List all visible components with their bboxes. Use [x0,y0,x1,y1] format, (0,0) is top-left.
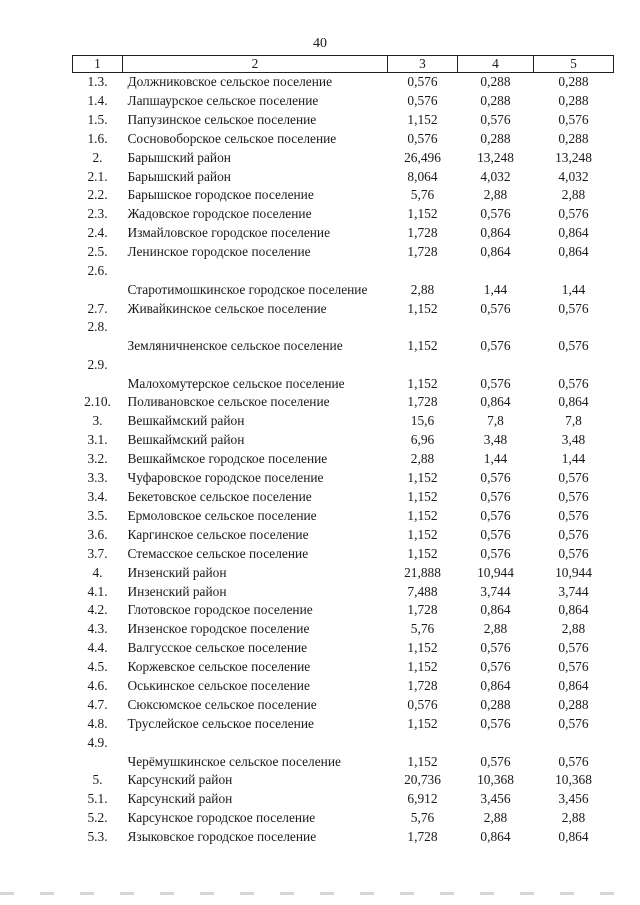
table-row [73,393,614,412]
table-row [73,545,614,564]
table-row [73,149,614,168]
row-number: 1.3. [87,74,108,89]
row-name: Жадовское городское поселение [127,206,312,222]
table-row [73,771,614,790]
row-number: 2.1. [87,168,108,184]
row-value-col3: 1,728 [407,602,438,618]
row-number: 4.1. [87,583,108,599]
row-value-col4: 0,576 [480,640,511,656]
row-number: 1.5. [87,111,108,127]
row-value-col4: 1,44 [483,451,508,467]
row-number: 4.2. [87,602,108,618]
row-value-col5: 0,576 [558,300,589,316]
row-number: 1.4. [87,92,108,108]
row-value-col4: 0,864 [480,225,511,241]
row-number: 3.1. [87,432,108,448]
table-row [73,111,614,130]
table-row [73,677,614,696]
row-value-col5: 10,368 [555,772,592,788]
row-value-col5: 4,032 [558,168,589,184]
row-value-col3: 1,152 [407,659,438,675]
header-col-2: 2 [123,56,388,73]
row-number: 1.6. [87,130,108,146]
row-value-col3: 1,152 [407,545,438,561]
row-value-col4: 0,864 [480,244,511,260]
row-name: Чуфаровское городское поселение [127,470,324,486]
row-value-col4: 0,288 [480,696,511,712]
row-name: Барышское городское поселение [127,187,314,203]
row-value-col5: 0,576 [558,489,589,504]
row-value-col5: 0,864 [558,602,589,618]
row-value-col5: 0,576 [558,111,589,127]
row-name: Оськинское сельское поселение [127,678,310,694]
row-value-col4: 0,576 [480,375,511,391]
row-value-col5: 0,288 [558,696,589,712]
table-row [73,526,614,545]
row-value-col3: 1,152 [407,640,438,656]
row-value-col5: 2,88 [561,810,586,826]
row-value-col4: 1,44 [483,281,508,297]
table-row [73,790,614,809]
row-value-col3: 0,576 [407,130,438,146]
row-value-col4: 0,576 [480,507,511,523]
row-number: 5.3. [87,829,108,844]
row-name: Карсунский район [127,791,233,807]
row-value-col3: 1,152 [407,715,438,731]
table-row [73,715,614,734]
row-value-col5: 7,8 [565,413,582,429]
row-name: Каргинское сельское поселение [127,526,309,542]
row-number: 3.3. [87,470,108,486]
table-row [73,300,614,319]
row-number: 3.5. [87,507,108,523]
row-value-col3: 0,576 [407,74,438,89]
row-name: Сюксюмское сельское поселение [127,696,317,712]
row-value-col3: 1,728 [407,244,438,260]
row-value-col5: 10,944 [555,564,592,580]
table-row [73,73,614,92]
row-value-col3: 0,576 [407,696,438,712]
row-number: 4. [92,564,103,580]
row-value-col3: 1,728 [407,394,438,410]
row-number: 3.2. [87,451,108,467]
row-value-col4: 0,864 [480,602,511,618]
row-name: Лапшаурское сельское поселение [127,92,319,108]
row-value-col4: 0,864 [480,394,511,410]
row-value-col3: 5,76 [410,621,435,637]
row-value-col3: 20,736 [404,772,441,788]
row-value-col4: 0,576 [480,659,511,675]
row-value-col3: 1,152 [407,111,438,127]
table-row [73,564,614,583]
row-value-col3: 21,888 [404,564,441,580]
row-value-col5: 0,288 [558,74,589,89]
row-name: Инзенский район [127,564,227,580]
row-name: Языковское городское поселение [127,829,317,844]
row-value-col4: 0,288 [480,92,511,108]
row-value-col5: 0,864 [558,244,589,260]
row-value-col5: 0,864 [558,225,589,241]
row-value-col3: 26,496 [404,149,441,165]
row-value-col3: 1,728 [407,225,438,241]
row-value-col3: 1,728 [407,829,438,844]
table-row [73,734,614,772]
table-body [73,73,614,847]
row-value-col5: 1,44 [561,281,586,297]
header-col-5: 5 [534,56,614,73]
row-number: 4.5. [87,659,108,675]
row-name: Папузинское сельское поселение [127,111,317,127]
row-number: 3.6. [87,526,108,542]
row-value-col3: 1,152 [407,375,438,391]
row-value-col4: 7,8 [487,413,504,429]
row-value-col5: 0,576 [558,715,589,731]
row-value-col4: 0,576 [480,111,511,127]
row-value-col4: 0,576 [480,489,511,504]
row-value-col4: 2,88 [483,621,508,637]
row-name: Карсунское городское поселение [127,810,316,826]
row-value-col5: 0,864 [558,394,589,410]
row-name: Карсунский район [127,772,233,788]
row-value-col4: 0,576 [480,715,511,731]
row-value-col4: 0,576 [480,338,511,354]
row-value-col3: 6,912 [407,791,438,807]
table-row [73,318,614,356]
row-value-col3: 2,88 [410,451,435,467]
row-value-col5: 0,576 [558,545,589,561]
row-name: Земляничненское сельское поселение [127,338,343,354]
row-value-col4: 0,864 [480,829,511,844]
row-value-col5: 0,288 [558,130,589,146]
row-number: 4.6. [87,678,108,694]
row-number: 4.4. [87,640,108,656]
row-value-col5: 0,576 [558,753,589,769]
page-number: 40 [313,36,327,51]
row-value-col3: 1,152 [407,753,438,769]
row-value-col4: 0,576 [480,753,511,769]
row-value-col5: 0,864 [558,829,589,844]
table-row [73,431,614,450]
row-value-col4: 10,944 [477,564,514,580]
row-name: Малохомутерское сельское поселение [127,375,345,391]
row-value-col3: 8,064 [407,168,438,184]
row-value-col3: 1,152 [407,489,438,504]
row-value-col5: 0,576 [558,470,589,486]
row-value-col5: 0,576 [558,507,589,523]
table-row [73,224,614,243]
row-name: Вешкаймский район [127,413,245,429]
row-value-col5: 3,48 [561,432,586,448]
row-value-col4: 4,032 [480,168,511,184]
table-row [73,639,614,658]
row-name: Ермоловское сельское поселение [127,507,317,523]
row-name: Инзенское городское поселение [127,621,310,637]
row-value-col3: 1,152 [407,470,438,486]
row-value-col4: 0,576 [480,206,511,222]
table-row [73,168,614,187]
table-row [73,507,614,526]
row-number: 4.3. [87,621,108,637]
header-col-3: 3 [388,56,458,73]
row-value-col4: 0,576 [480,526,511,542]
row-value-col4: 3,456 [480,791,511,807]
row-number: 2.5. [87,244,108,260]
table-row [73,696,614,715]
row-value-col4: 0,864 [480,678,511,694]
row-number: 2.4. [87,225,108,241]
row-value-col4: 3,48 [483,432,508,448]
row-value-col3: 1,152 [407,300,438,316]
row-number: 2.3. [87,206,108,222]
row-value-col4: 0,576 [480,470,511,486]
row-name: Барышский район [127,168,231,184]
row-name: Стемасское сельское поселение [127,545,309,561]
row-value-col3: 5,76 [410,187,435,203]
header-col-1: 1 [73,56,123,73]
row-value-col5: 13,248 [555,149,592,165]
row-value-col5: 2,88 [561,187,586,203]
row-number: 5.1. [87,791,108,807]
table-row [73,243,614,262]
row-number: 2.6. [87,263,108,279]
row-number: 4.7. [87,696,108,712]
row-value-col4: 0,576 [480,300,511,316]
row-value-col4: 2,88 [483,810,508,826]
row-value-col3: 7,488 [407,583,438,599]
table-row [73,809,614,828]
table-row [73,488,614,507]
row-number: 3.4. [87,489,108,504]
row-name: Ленинское городское поселение [127,244,311,260]
row-name: Вешкаймское городское поселение [127,451,328,467]
row-value-col5: 1,44 [561,451,586,467]
row-value-col3: 1,152 [407,507,438,523]
row-value-col4: 13,248 [477,149,514,165]
row-value-col3: 1,152 [407,526,438,542]
table-row [73,186,614,205]
row-number: 2. [92,149,103,165]
row-name: Сосновоборское сельское поселение [127,130,337,146]
row-value-col3: 2,88 [410,281,435,297]
header-col-4: 4 [458,56,534,73]
row-value-col3: 0,576 [407,92,438,108]
row-value-col3: 1,152 [407,206,438,222]
row-name: Вешкаймский район [127,432,245,448]
table-row [73,620,614,639]
row-name: Должниковское сельское поселение [127,74,333,89]
row-value-col5: 3,456 [558,791,589,807]
row-value-col4: 0,288 [480,74,511,89]
table-row [73,469,614,488]
row-name: Инзенский район [127,583,227,599]
table-row [73,583,614,602]
row-name: Коржевское сельское поселение [127,659,311,675]
row-value-col5: 0,576 [558,338,589,354]
row-number: 5.2. [87,810,108,826]
row-number: 2.10. [84,394,111,410]
row-value-col5: 0,576 [558,526,589,542]
table-row [73,412,614,431]
row-name: Труслейское сельское поселение [127,715,314,731]
row-name: Живайкинское сельское поселение [127,300,327,316]
row-name: Старотимошкинское городское поселение [127,281,368,297]
row-number: 3. [92,413,103,429]
row-number: 2.2. [87,187,108,203]
row-name: Измайловское городское поселение [127,225,331,241]
row-name: Бекетовское сельское поселение [127,489,312,504]
table-row [73,130,614,149]
row-number: 2.8. [87,319,108,335]
row-value-col5: 3,744 [558,583,589,599]
row-value-col5: 2,88 [561,621,586,637]
table-row [73,356,614,394]
row-value-col4: 3,744 [480,583,511,599]
row-value-col5: 0,576 [558,206,589,222]
row-name: Валгусское сельское поселение [127,640,308,656]
row-value-col4: 10,368 [477,772,514,788]
table-row [73,601,614,620]
table-row [73,92,614,111]
table-row [73,658,614,677]
row-value-col3: 1,728 [407,678,438,694]
table-row [73,262,614,300]
row-name: Черёмушкинское сельское поселение [127,753,341,769]
row-value-col4: 0,576 [480,545,511,561]
row-number: 2.9. [87,356,108,372]
row-value-col3: 6,96 [410,432,435,448]
row-value-col5: 0,576 [558,659,589,675]
row-number: 5. [92,772,103,788]
row-value-col4: 0,288 [480,130,511,146]
allocation-table [72,55,614,847]
row-value-col3: 5,76 [410,810,435,826]
row-name: Барышский район [127,149,231,165]
row-value-col4: 2,88 [483,187,508,203]
row-value-col5: 0,576 [558,375,589,391]
row-value-col5: 0,576 [558,640,589,656]
table-row [73,205,614,224]
row-name: Поливановское сельское поселение [127,394,330,410]
scan-edge-marks [0,892,640,895]
row-number: 4.9. [87,734,108,750]
row-value-col5: 0,288 [558,92,589,108]
row-number: 2.7. [87,300,108,316]
row-name: Глотовское городское поселение [127,602,313,618]
table-row [73,828,614,847]
table-row [73,450,614,469]
row-value-col3: 1,152 [407,338,438,354]
row-value-col5: 0,864 [558,678,589,694]
table-header-row [73,56,614,73]
row-number: 3.7. [87,545,108,561]
row-number: 4.8. [87,715,108,731]
row-value-col3: 15,6 [410,413,435,429]
